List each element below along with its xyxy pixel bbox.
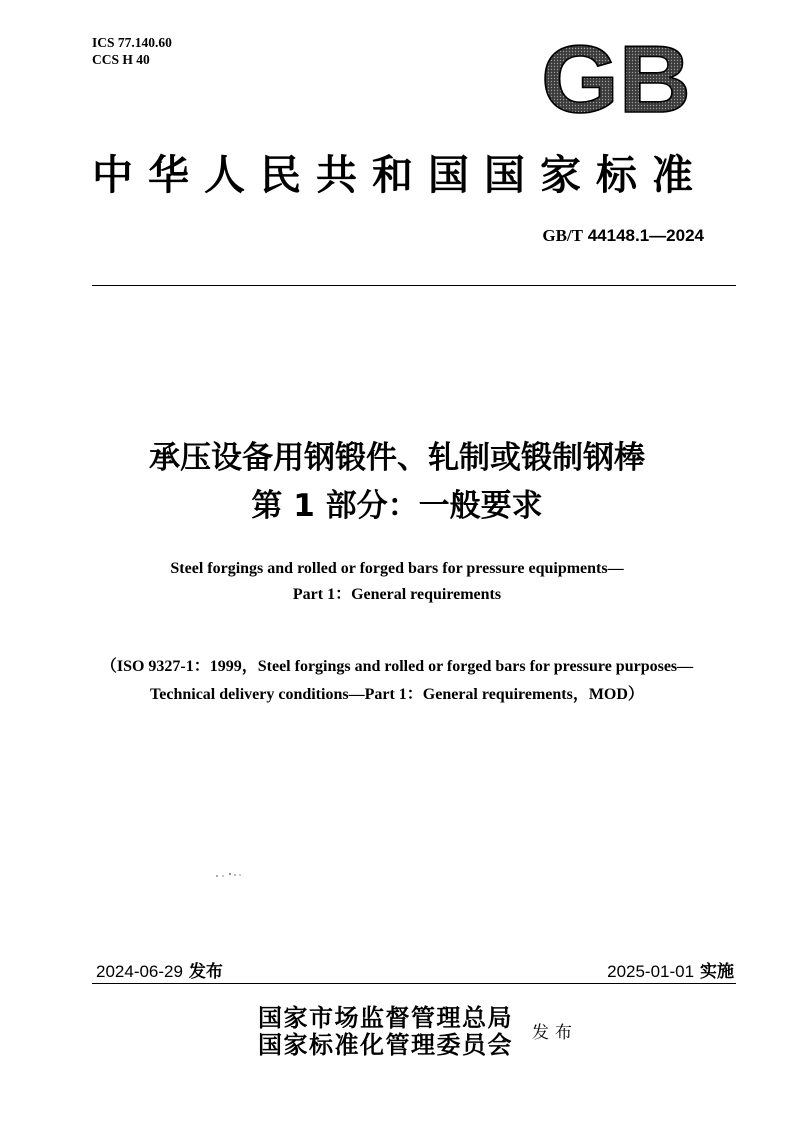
standard-number-value: 44148.1—2024 xyxy=(583,226,704,245)
issue-date-value: 2024-06-29 xyxy=(96,962,183,981)
iso-reference-line1: （ISO 9327-1：1999，Steel forgings and rolled or forged bars for pressure purposes— xyxy=(100,658,694,675)
chinese-title-line2: 第 1 部分：一般要求 xyxy=(251,488,543,524)
release-label: 发布 xyxy=(532,1023,578,1043)
classification-codes xyxy=(92,34,172,68)
english-title-line1: Steel forgings and rolled or forged bars for pressure equipments— xyxy=(170,560,624,577)
issuer-sac: 国家标准化管理委员会 xyxy=(258,1030,513,1059)
bottom-divider xyxy=(92,983,736,984)
issue-date xyxy=(96,957,223,982)
english-title-line2: Part 1：General requirements xyxy=(292,586,502,603)
implementation-date-value: 2025-01-01 xyxy=(607,962,695,981)
issuer-samr: 国家市场监督管理总局 xyxy=(258,1003,513,1032)
issue-date-label: 发布 xyxy=(182,962,223,982)
ics-code: ICS 77.140.60 xyxy=(92,35,172,50)
ccs-code: CCS H 40 xyxy=(92,52,150,67)
implementation-date-label: 实施 xyxy=(694,962,734,982)
gb-logo xyxy=(538,38,694,118)
top-divider xyxy=(92,285,736,286)
standard-number-prefix: GB/T xyxy=(542,226,583,245)
iso-reference-line2: Technical delivery conditions—Part 1：General requirements，MOD） xyxy=(150,686,644,703)
scan-speck xyxy=(214,870,244,880)
national-standard-title: 中华人民共和国国家标准 xyxy=(92,151,708,199)
standard-number xyxy=(542,226,704,246)
gb-logo-text: GB xyxy=(541,38,691,118)
chinese-title-line1: 承压设备用钢锻件、轧制或锻制钢棒 xyxy=(149,440,645,476)
implementation-date xyxy=(607,957,734,982)
